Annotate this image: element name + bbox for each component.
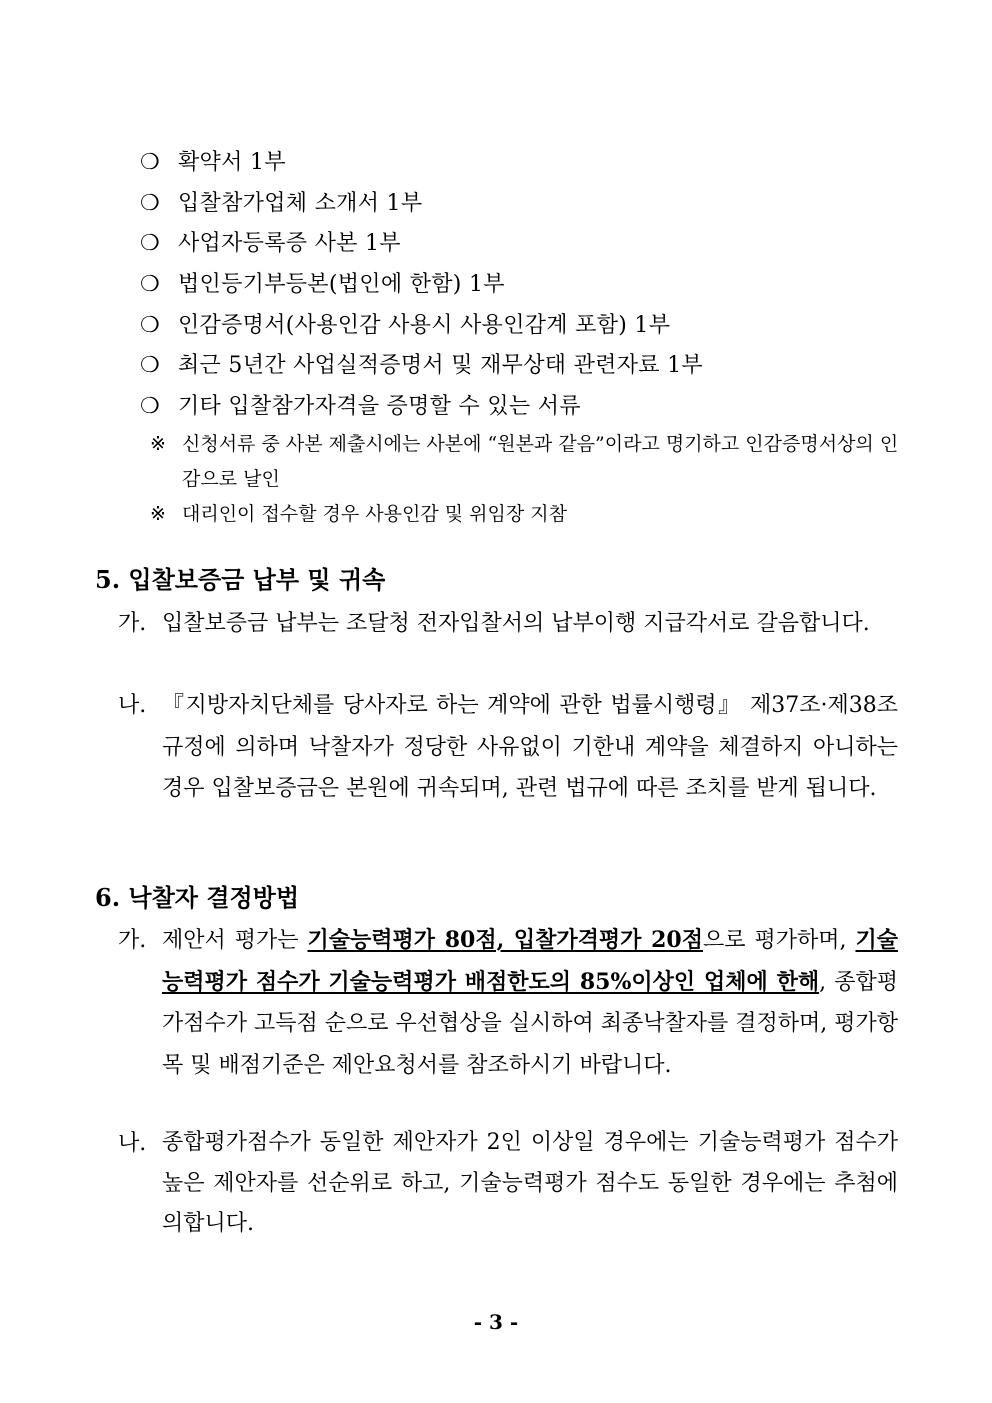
section-5-heading: 5. 입찰보증금 납부 및 귀속 bbox=[95, 565, 386, 594]
circle-bullet-icon: ❍ bbox=[140, 353, 161, 379]
circle-bullet-icon: ❍ bbox=[140, 312, 161, 338]
list-item: ❍ 최근 5년간 사업실적증명서 및 재무상태 관련자료 1부 bbox=[140, 346, 900, 387]
required-documents-list bbox=[140, 143, 900, 428]
note-item: ※ 신청서류 중 사본 제출시에는 사본에 “원본과 같음”이라고 명기하고 인감증명서상의 인감으로 날인 bbox=[150, 427, 910, 497]
note-item: ※ 대리인이 접수할 경우 사용인감 및 위임장 지참 bbox=[150, 497, 910, 532]
circle-bullet-icon: ❍ bbox=[140, 231, 161, 257]
emphasis-qualification: 기술능력평가 점수가 기술능력평가 배점한도의 85%이상인 업체에 한해 bbox=[162, 927, 898, 995]
reference-mark-icon: ※ bbox=[150, 433, 166, 455]
section-6-heading: 6. 낙찰자 결정방법 bbox=[95, 883, 300, 912]
emphasis-score-ratio: 기술능력평가 80점, 입찰가격평가 20점 bbox=[307, 927, 703, 953]
page-number: - 3 - bbox=[473, 1310, 519, 1334]
list-item: ❍ 사업자등록증 사본 1부 bbox=[140, 224, 900, 265]
circle-bullet-icon: ❍ bbox=[140, 190, 161, 216]
list-item: ❍ 인감증명서(사용인감 사용시 사용인감계 포함) 1부 bbox=[140, 306, 900, 347]
section-5-item-a: 가. 입찰보증금 납부는 조달청 전자입찰서의 납부이행 지급각서로 갈음합니다. bbox=[118, 611, 870, 636]
section-6-item-b: 나. 종합평가점수가 동일한 제안자가 2인 이상일 경우에는 기술능력평가 점수가 높은 제안자를 선순위로 하고, 기술능력평가 점수도 동일한 경우에는 추첨에 의합니다. bbox=[118, 1130, 898, 1237]
circle-bullet-icon: ❍ bbox=[140, 394, 161, 420]
list-item: ❍ 법인등기부등본(법인에 한함) 1부 bbox=[140, 265, 900, 306]
circle-bullet-icon: ❍ bbox=[140, 272, 161, 298]
reference-mark-icon: ※ bbox=[150, 503, 166, 525]
section-6-item-a: 가. 제안서 평가는 기술능력평가 80점, 입찰가격평가 20점으로 평가하며, 기술능력평가 점수가 기술능력평가 배점한도의 85%이상인 업체에 한해, 종합평가점수가 고득점 순으로 우선협상을 실시하여 최종낙찰자를 결정하며, 평가항목 및 배점기준은 제안요청서를 참조하시기 바랍니다. bbox=[118, 927, 899, 1078]
circle-bullet-icon: ❍ bbox=[140, 150, 161, 175]
section-5-item-b: 나. 『지방자치단체를 당사자로 하는 계약에 관한 법률시행령』 제37조·제38조 규정에 의하며 낙찰자가 정당한 사유없이 기한내 계약을 체결하지 아니하는 경우 입찰보증금은 본원에 귀속되며, 관련 법규에 따른 조치를 받게 됩니다. bbox=[118, 693, 898, 801]
list-item: ❍ 입찰참가업체 소개서 1부 bbox=[140, 184, 900, 225]
notes bbox=[150, 427, 910, 532]
list-item: ❍ 기타 입찰참가자격을 증명할 수 있는 서류 bbox=[140, 387, 900, 428]
list-item: ❍ 확약서 1부 bbox=[140, 143, 900, 184]
